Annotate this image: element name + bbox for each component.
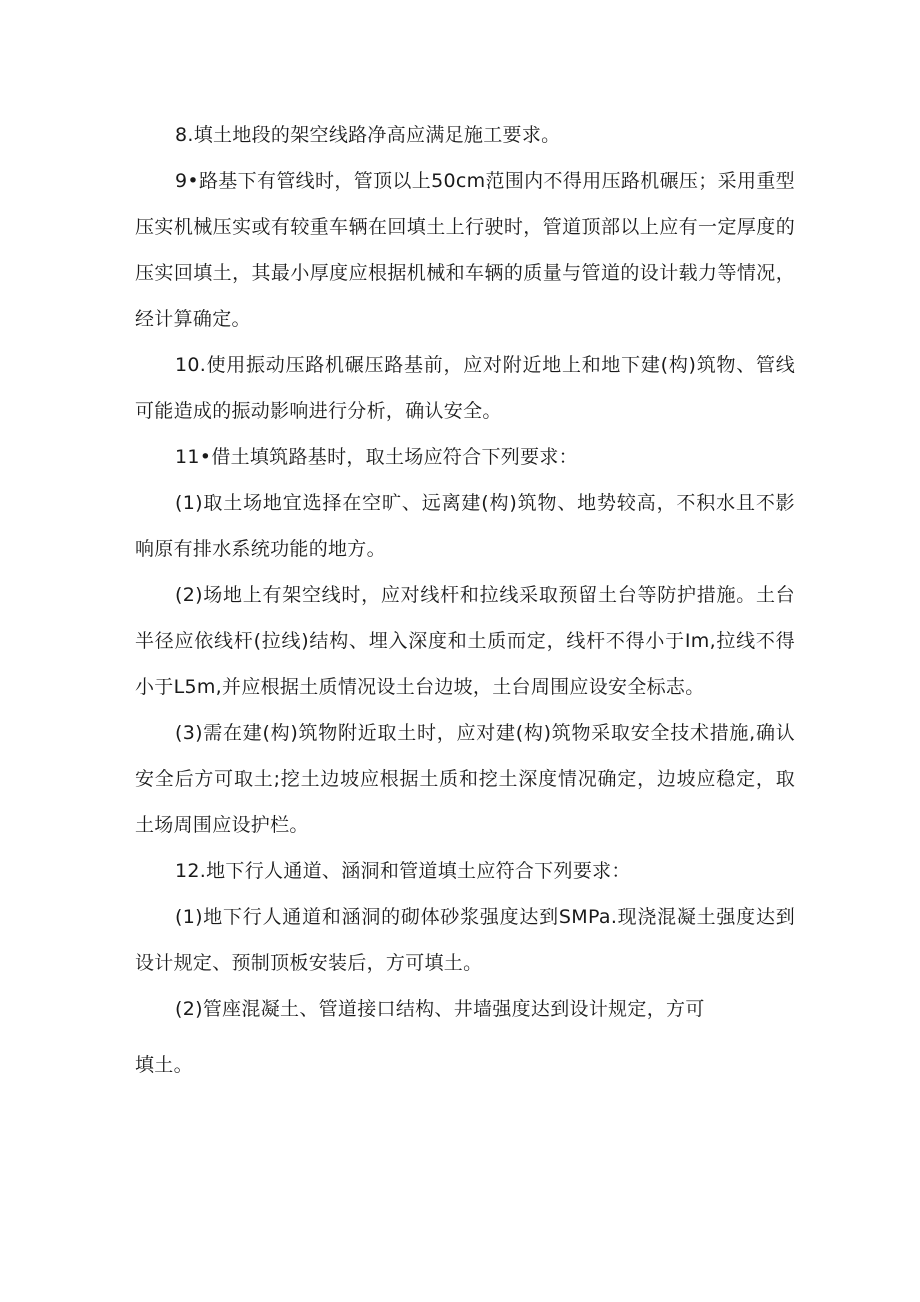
- paragraph-10: 10.使用振动压路机碾压路基前，应对附近地上和地下建(构)筑物、管线可能造成的振动影响进行分析，确认安全。: [135, 354, 795, 422]
- paragraph-8: 8.填土地段的架空线路净高应满足施工要求。: [175, 124, 561, 146]
- paragraph-11: 11•借土填筑路基时，取土场应符合下列要求：: [175, 446, 578, 468]
- paragraph-11-2: (2)场地上有架空线时，应对线杆和拉线采取预留土台等防护措施。土台半径应依线杆(拉线)结构、埋入深度和土质而定，线杆不得小于Im,拉线不得小于L5m,并应根据土质情况设土台边坡，土台周围应设安全标志。: [135, 584, 795, 698]
- document-body: [135, 112, 795, 1088]
- paragraph-9: 9•路基下有管线时，管顶以上50cm范围内不得用压路机碾压；采用重型压实机械压实或有较重车辆在回填土上行驶时，管道顶部以上应有一定厚度的压实回填土，其最小厚度应根据机械和车辆的质量与管道的设计载力等情况，经计算确定。: [135, 170, 795, 330]
- paragraph-11-3: (3)需在建(构)筑物附近取土时，应对建(构)筑物采取安全技术措施,确认安全后方可取土;挖土边坡应根据土质和挖土深度情况确定，边坡应稳定，取土场周围应设护栏。: [135, 722, 795, 836]
- paragraph-11-1: (1)取土场地宜选择在空旷、远离建(构)筑物、地势较高，不积水且不影响原有排水系统功能的地方。: [135, 492, 795, 560]
- paragraph-12: 12.地下行人通道、涵洞和管道填土应符合下列要求：: [175, 860, 631, 882]
- paragraph-12-1: (1)地下行人通道和涵洞的砌体砂浆强度达到SMPa.现浇混凝土强度达到设计规定、预制顶板安装后，方可填土。: [135, 906, 795, 974]
- paragraph-12-2-tail: 填土。: [135, 1054, 193, 1076]
- paragraph-12-2: (2)管座混凝土、管道接口结构、井墙强度达到设计规定，方可: [175, 998, 705, 1020]
